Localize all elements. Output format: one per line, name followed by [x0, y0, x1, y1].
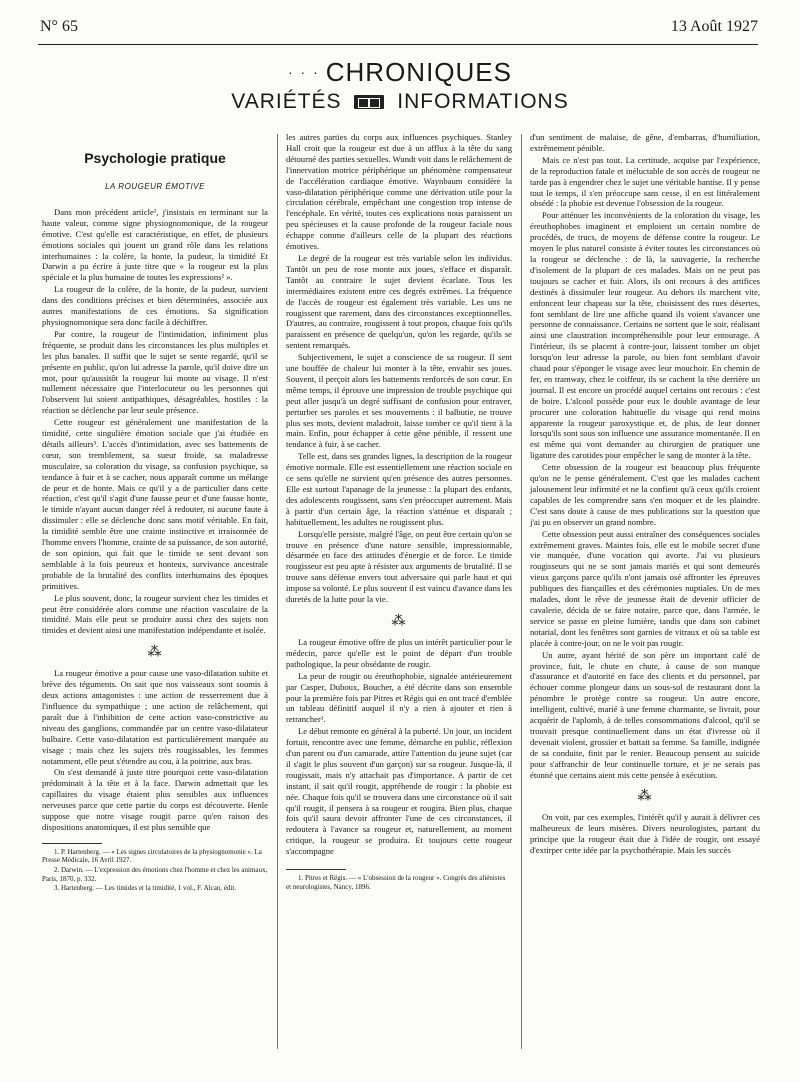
paragraph: Telle est, dans ses grandes lignes, la description de la rougeur émotive normale. Elle est essentiellement une réaction sociale en ce sens qu'elle ne survient qu'en présence des autres personnes. Elle est surtout l'apanage de la jeunesse : la plupart des enfants, des adolescents rougissent, sans s'en préoccuper autrement. Mais à partir d'un certain âge, la réaction s'atténue et disparaît ; habituellement, les adultes ne rougissent plus. [286, 451, 512, 527]
column-divider [277, 134, 278, 1049]
masthead-dots: · · · [287, 64, 320, 80]
footnote-rule [42, 843, 102, 844]
column-1 [42, 132, 268, 893]
article-title: Psychologie pratique [84, 150, 226, 166]
article-subtitle: LA ROUGEUR ÉMOTIVE [105, 182, 205, 191]
paragraph: On s'est demandé à juste titre pourquoi cette vaso-dilatation prédominait à la tête et à la face. Darwin admettait que les capillaires du visage étaient plus sensibles aux influences nerveuses parce que cette partie du corps est découverte. Henle suppose que notre visage rougit parce qu'en raison des dispositions anatomiques, il est plus sensible que [42, 767, 268, 832]
emblem-icon [354, 95, 384, 109]
masthead [0, 58, 800, 114]
running-header [40, 14, 758, 40]
paragraph: On voit, par ces exemples, l'intérêt qu'il y aurait à délivrer ces malheureux de leurs misères. Divers neurologistes, partant du principe que la rougeur était due à l'idée de rougir, ont essayé d'extirper cette idée par la psychothérapie. Mais les succès [530, 812, 760, 856]
footnote: 1. P. Hartenberg. — « Les signes circulatoires de la physiognomonie ». La Presse Médicale, 16 Avril 1927. [42, 847, 262, 865]
masthead-left: VARIÉTÉS [231, 90, 342, 113]
paragraph: Mais ce n'est pas tout. La certitude, acquise par l'expérience, de la reproduction fatale et inéluctable de son accès de rougeur ne tarde pas à engendrer chez le sujet une véritable hantise. Il y pense tout le temps, il s'en préoccupe sans cesse, il en est littéralement obsédé : la phobie est devenue l'obsession de la rougeur. [530, 154, 760, 209]
section-separator: ⁂ [391, 613, 407, 629]
paragraph: Cette obsession de la rougeur est beaucoup plus fréquente qu'on ne le pense généralement. C'est que les malades cachent jalousement leur infirmité et ne la confient qu'à ceux qu'ils croient capables de les comprendre sans s'en moquer et de les plaindre. C'est sans doute à cause de mes publications sur la question que j'ai pu en observer un grand nombre. [530, 462, 760, 527]
paragraph: les autres parties du corps aux influences psychiques. Stanley Hall croit que la rougeur est due à un afflux à la tête du sang détourné des parties sexuelles. Wundt voit dans le relâchement de l'innervation motrice périphérique un phénomène compensateur de l'accélération cardiaque émotive. Waynbaum considère la vaso-dilatation périphérique comme une dérivation utile pour la circulation cérébrale, empêchant une congestion trop intense de l'encéphale. En vérité, toutes ces explications nous paraissent un peu spécieuses et la cause profonde de la rougeur faciale nous échappe comme d'ailleurs celle de la plupart des réactions émotives. [286, 132, 512, 252]
masthead-right: INFORMATIONS [397, 90, 569, 113]
paragraph: Pour atténuer les inconvénients de la coloration du visage, les éreuthophobes imaginent et emploient un certain nombre de procédés, de trucs, de moyens de défense contre la rougeur. Le moyen le plus naturel consiste à éviter toutes les circonstances où la rougeur se déclenche : de là, la sauvagerie, la recherche d'isolement de la plupart de ces malades. Mais on ne peut pas toujours se cacher et fuir. Alors, ils ont recours à des artifices destinés à dissimuler leur rougeur. Au dehors ils marchent vite, enfoncent leur chapeau sur la tête, choisissent des rues désertes, font semblant de lire une affiche quand ils voient s'avancer une personne de connaissance. Certains ne sortent que le soir, réalisant ainsi une claustration incompréhensible pour leur entourage. A l'intérieur, ils se placent à contre-jour, laissent tomber un objet lorsqu'on leur adresse la parole, ou bien font semblant d'avoir chaud pour s'éponger le visage avec leur mouchoir. En chemin de fer, en tramway, chez le coiffeur, ils se cachent la tête derrière un journal. Il est encore un procédé auquel certains ont recours : c'est de boire. L'alcool possède pour eux le double avantage de leur procurer une coloration habituelle du visage qui rend moins apparente la rougeur paroxystique et, de plus, de leur donner lorsqu'ils sont sous son influence une assurance momentanée. Il en est même qui vont demander au chirurgien de pratiquer une ligature des carotides pour empêcher le sang de monter à la tête. [530, 210, 760, 461]
masthead-title: CHRONIQUES [325, 57, 512, 87]
issue-number: N° 65 [40, 18, 78, 35]
paragraph: Le plus souvent, donc, la rougeur survient chez les timides et peut être considérée alors comme une réaction vasculaire de la timidité. Mais elle peut se produire aussi chez des sujets non timides et devient ainsi une manifestation indépendante et isolée. [42, 592, 268, 636]
paragraph: La rougeur émotive offre de plus un intérêt particulier pour le médecin, parce qu'elle est le point de départ d'un trouble pathologique, la peur obsédante de rougir. [286, 636, 512, 669]
issue-date: 13 Août 1927 [670, 18, 758, 35]
paragraph: Subjectivement, le sujet a conscience de sa rougeur. Il sent une bouffée de chaleur lui monter à la tête, envahir ses joues. Souvent, il perçoit alors les battements renforcés de son cœur. En même temps, il éprouve une impression de trouble psychique qui peut aller jusqu'à un degré suffisant de confusion pour entraver, perturber ses paroles et ses mouvements : il balbutie, ne trouve plus ses mots, devient maladroit, laisse tomber ce qu'il tient à la main. Enfin, pour échapper à cette gêne pénible, il ressent une tendance à fuir, à se cacher. [286, 352, 512, 450]
column-3 [530, 132, 760, 856]
paragraph: La rougeur de la colère, de la honte, de la pudeur, survient dans des conditions précises et bien déterminées, associée aux autres manifestations de ces émotions. Sa signification physiognomonique sera donc facile à déchiffrer. [42, 284, 268, 327]
section-separator: ⁂ [637, 789, 653, 805]
paragraph: Dans mon précédent article¹, j'insistais en terminant sur la haute valeur, comme signe physiognomonique, de la rougeur émotive. C'est qu'elle est caractéristique, en effet, de plusieurs émotions sociales qui jouent un grand rôle dans les relations interhumaines : la colère, la honte, la pudeur, la timidité Et Darwin a pu écrire à juste titre que « la rougeur est la plus spéciale et la plus humaine de toutes les expressions² ». [42, 206, 268, 283]
footnote: 1. Pitres et Régis. — « L'obsession de la rougeur ». Congrès des aliénistes et neurologistes, Nancy, 1896. [286, 874, 506, 891]
section-separator: ⁂ [147, 645, 163, 661]
footnote: 2. Darwin. — L'expression des émotions chez l'homme et chez les animaux, Paris, 1870, p. 332. [42, 866, 268, 883]
paragraph: Cette obsession peut aussi entraîner des conséquences sociales extrêmement graves. Maintes fois, elle est le mobile secret d'une vie manquée, d'une vocation qui avorte. J'ai vu plusieurs rougisseurs qui ne se sont jamais mariés et qui sont demeurés vieux garçons parce qu'ils n'ont jamais osé affronter les épreuves publiques des fiançailles et des cérémonies nuptiales. Un de mes malades, dont le rêve de jeunesse était de devenir officier de cavalerie, décida de se faire notaire, parce que, dans l'armée, le service se passe en pleine lumière, tandis que dans son cabinet notarial, dont les fenêtres sont garnies de vitraux et où sa table est placée à contre-jour, on ne le voit pas rougir. [530, 528, 760, 648]
column-divider [521, 134, 522, 1049]
header-rule [38, 44, 758, 45]
column-2 [286, 132, 512, 891]
paragraph: Le début remonte en général à la puberté. Un jour, un incident fortuit, rencontre avec une femme, démarche en public, réflexion d'un parent ou d'un camarade, attire l'attention du jeune sujet (car il s'agit le plus souvent d'un garçon) sur sa rougeur. Jusque-là, il rougissait, mais n'y attachait pas d'importance. A partir de cet instant, il sait qu'il rougit, appréhende de rougir : la phobie est née. Chaque fois qu'il se trouvera dans une circonstance où il sait qu'il rougit, il pensera à sa rougeur et rougira. Bien plus, chaque fois qu'il saura devoir affronter l'une de ces circonstances, il redoutera à l'avance sa rougeur et, naturellement, au moment critique, la rougeur se produira. Et toujours cette rougeur s'accompagne [286, 726, 512, 857]
paragraph: Le degré de la rougeur est très variable selon les individus. Tantôt un peu de rose monte aux joues, s'efface et disparaît. Tantôt au contraire le sujet devient écarlate. Tous les intermédiaires existent entre ces degrés extrêmes. La fréquence de l'accès de rougeur est également très variable. Les uns ne rougissent que rarement, dans des circonstances exceptionnelles. D'autres, au contraire, rougissent à tout propos, chaque fois qu'ils paraissent en présence de quelqu'un, qu'on les regarde, qu'ils se sentent remarqués. [286, 252, 512, 351]
paragraph: Un autre, ayant hérité de son père un important café de province, fuit, le chute en chute, à cause de son manque d'assurance et d'autorité en face des clients et du personnel, par échouer comme plongeur dans un sous-sol de restaurant dont la pénombre le protège contre sa rougeur. Un autre encore, intelligent, cultivé, marié à une femme charmante, se livrait, pour acquérir de l'aplomb, à de telles consommations d'alcool, qu'il se trouvait presque continuellement dans un état d'ivresse où il devenait violent, grossier et battait sa femme. Sa famille, indignée de sa conduite, finit par le renier. Beaucoup pensent au suicide pour s'affranchir de leur continuelle torture, et je ne serais pas étonné que certains aient mis cette pensée à exécution. [530, 649, 760, 780]
paragraph: Cette rougeur est généralement une manifestation de la timidité, cette singulière émotion sociale que j'ai étudiée en détails ailleurs³. L'accès d'intimidation, avec ses battements de cœur, son tremblement, sa sueur froide, sa maladresse musculaire, sa coloration du visage, sa confusion psychique, sa tendance à fuir et à se cacher, nous apparaît comme un mélange de peur et de honte. Mais ce qu'il y a de particulier dans cette réaction, c'est qu'il s'agit d'une fausse peur et d'une fausse honte, le timide n'ayant aucun danger réel à redouter, ni aucune faute à dissimuler : elle se déclenche donc sans motif véritable. En fait, la timidité semble être une crainte instinctive et irraisonnée de l'homme envers l'homme, crainte de sa puissance, de son autorité, de son opinion, qui fait que le timide se sent devant son semblable à la fois peureux et honteux, survivance ancestrale probable de la brutalité des conflits interhumains des époques primitives. [42, 417, 268, 591]
footnote: 3. Hartenberg. — Les timides et la timidité, 1 vol., F. Alcan, édit. [54, 884, 237, 893]
footnote-rule [286, 869, 346, 870]
paragraph: La peur de rougir ou éreuthophobie, signalée antérieurement par Casper, Duboux, Boucher, a été décrite dans son ensemble pour la première fois par Pitres et Régis qui en ont tracé d'emblée un tableau définitif auquel il n'y a rien à ajouter et rien à retrancher¹. [286, 670, 512, 725]
paragraph: Lorsqu'elle persiste, malgré l'âge, on peut être certain qu'on se trouve en présence d'une nature sensible, impressionnable, désarmée en face des attitudes d'énergie et de force. Le timide rougisseur est peu apte à résister aux arguments de brutalité. Il se trouve sans défense envers tout adversaire qui parle haut et qui impose sa volonté. Le plus souvent il est vaincu d'avance dans les duretés de la lutte pour la vie. [286, 528, 512, 605]
paragraph: d'un sentiment de malaise, de gêne, d'embarras, d'humiliation, extrêmement pénible. [530, 132, 760, 153]
paragraph: La rougeur émotive a pour cause une vaso-dilatation subite et brève des téguments. On sait que nos vaisseaux sont soumis à deux actions antagonistes : une action de resserrement due à l'influence du sympathique ; une action de relâchement, qui paraît due à l'inhibition de cette action vaso-constrictive au niveau des ganglions, commandée par un centre vaso-dilatateur bulbaire. Cette vaso-dilatation est particulièrement marquée au visage ; mais chez les sujets très rougissables, les femmes notamment, elle peut s'étendre au cou, à la poitrine, aux bras. [42, 668, 268, 766]
paragraph: Par contre, la rougeur de l'intimidation, infiniment plus fréquente, se produit dans les circonstances les plus multiples et les plus banales. Il suffit que le sujet se sente regardé, qu'il se présente en public, qu'on lui adresse la parole, qu'il doive dire un mot, pour qu'aussitôt la rougeur lui monte au visage. Il n'est nullement nécessaire que l'interlocuteur ou les personnes qui l'observent lui soient antipathiques, désagréables, hostiles : la réaction se déclenche par leur seule présence. [42, 328, 268, 416]
